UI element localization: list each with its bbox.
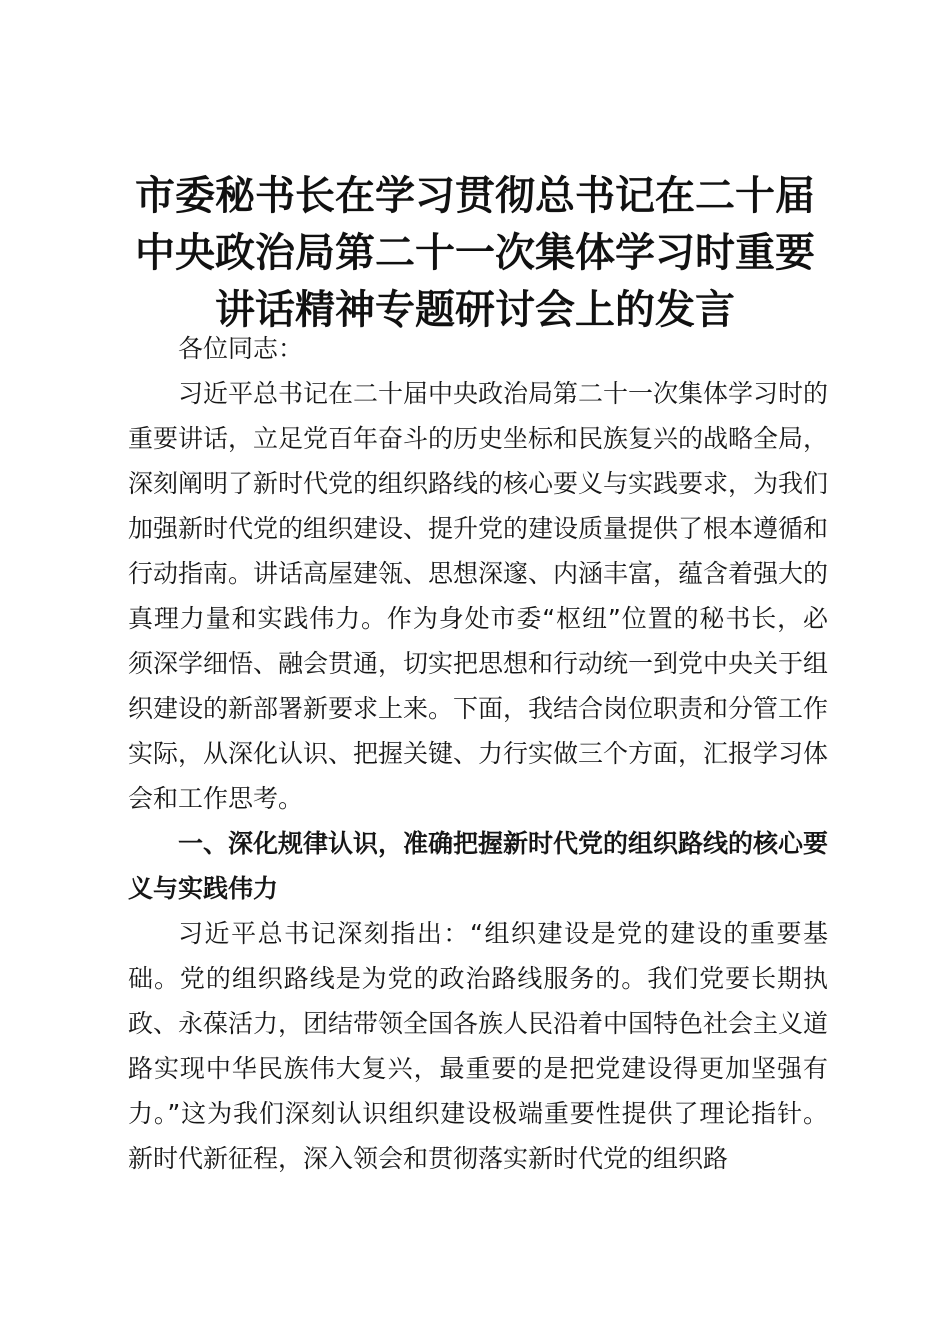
title-line-3: 讲话精神专题研讨会上的发言 bbox=[215, 287, 735, 333]
intro-paragraph: 习近平总书记在二十届中央政治局第二十一次集体学习时的重要讲话，立足党百年奋斗的历史坐标和民族复兴的战略全局，深刻阐明了新时代党的组织路线的核心要义与实践要求，为我们加强新时代党的组织建设、提升党的建设质量提供了根本遵循和行动指南。讲话高屋建瓴、思想深邃、内涵丰富，蕴含着强大的真理力量和实践伟力。作为身处市委“枢纽”位置的秘书长，必须深学细悟、融会贯通，切实把思想和行动统一到党中央关于组织建设的新部署新要求上来。下面，我结合岗位职责和分管工作实际，从深化认识、把握关键、力行实做三个方面，汇报学习体会和工作思考。 bbox=[128, 379, 829, 813]
title-line-1: 市委秘书长在学习贯彻总书记在二十届 bbox=[135, 173, 815, 219]
document-title bbox=[110, 168, 840, 339]
section-heading-1: 一、深化规律认识，准确把握新时代党的组织路线的核心要义与实践伟力 bbox=[128, 829, 829, 903]
title-line-2: 中央政治局第二十一次集体学习时重要 bbox=[135, 230, 815, 276]
salutation: 各位同志： bbox=[178, 334, 304, 363]
section-paragraph-1: 习近平总书记深刻指出：“组织建设是党的建设的重要基础。党的组织路线是为党的政治路线服务的。我们党要长期执政、永葆活力，团结带领全国各族人民沿着中国特色社会主义道路实现中华民族伟大复兴，最重要的是把党建设得更加坚强有力。”这为我们深刻认识组织建设极端重要性提供了理论指针。新时代新征程，深入领会和贯彻落实新时代党的组织路 bbox=[128, 919, 829, 1173]
document-body bbox=[128, 326, 828, 1181]
